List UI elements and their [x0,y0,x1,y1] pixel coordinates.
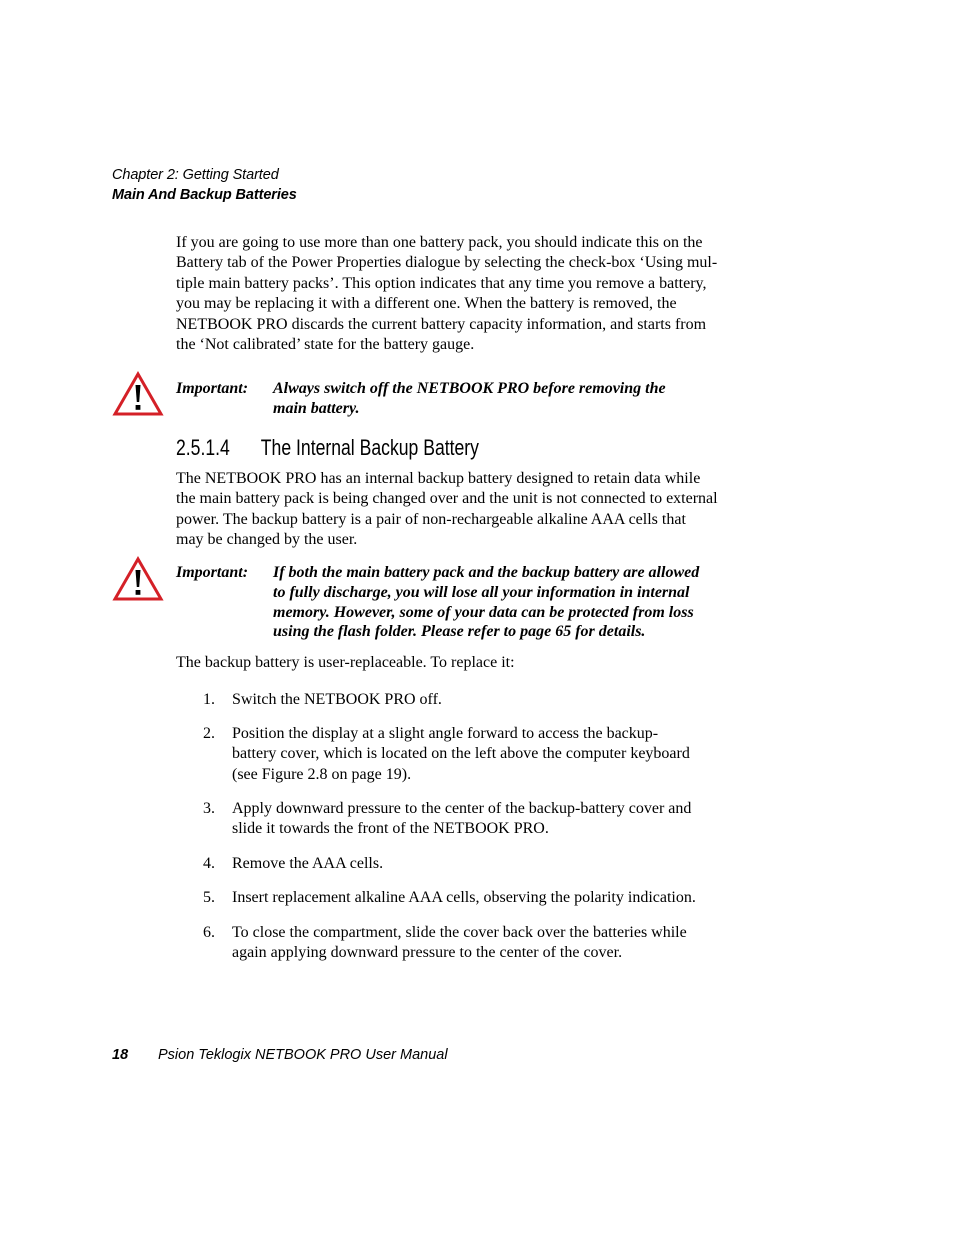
text-line: To close the compartment, slide the cover back over the batteries while [232,924,687,941]
text-line: may be changed by the user. [176,531,358,549]
page-footer [112,1047,448,1063]
text-line: NETBOOK PRO discards the current battery capacity information, and starts from [176,315,707,333]
step-number: 1. [203,691,215,708]
section-title: The Internal Backup Battery [260,435,479,460]
step-text [232,888,742,908]
section-number: 2.5.1.4 [176,435,230,460]
step-text [232,724,742,785]
important-text [273,379,753,419]
text-line: Remove the AAA cells. [232,855,384,872]
text-line: tiple main battery packs’. This option indicates that any time you remove a battery, [176,274,707,292]
intro-paragraph [176,233,741,355]
step-number: 2. [203,725,215,742]
backup-paragraph [176,469,741,551]
step-number: 6. [203,924,215,941]
page-number: 18 [112,1047,129,1063]
text-line: to fully discharge, you will lose all your information in internal [273,583,690,601]
text-line: battery cover, which is located on the left above the computer keyboard [232,745,690,763]
section-heading [176,435,479,461]
section-header: Main And Backup Batteries [112,187,297,203]
text-line: Switch the NETBOOK PRO off. [232,691,442,708]
text-line: power. The backup battery is a pair of non-rechargeable alkaline AAA cells that [176,510,686,528]
important-label: Important: [176,380,249,397]
text-line: again applying downward pressure to the center of the cover. [232,944,623,962]
important-label: Important: [176,564,249,581]
text-line: using the flash folder. Please refer to page 65 for details. [273,623,646,641]
text-line: Position the display at a slight angle forward to access the backup- [232,725,659,742]
text-line: main battery. [273,399,360,417]
text-line: Insert replacement alkaline AAA cells, observing the polarity indication. [232,889,696,906]
step-text [232,923,742,964]
warning-icon [112,556,164,602]
text-line: Apply downward pressure to the center of the backup-battery cover and [232,800,692,817]
text-line: the ‘Not calibrated’ state for the battery gauge. [176,336,475,354]
text-line: memory. However, some of your data can be protected from loss [273,603,694,621]
text-line: slide it towards the front of the NETBOOK PRO. [232,820,549,838]
manual-title: Psion Teklogix NETBOOK PRO User Manual [158,1047,448,1063]
chapter-header: Chapter 2: Getting Started [112,167,279,183]
step-text [232,799,742,840]
warning-icon [112,371,164,417]
step-number: 4. [203,855,215,872]
step-number: 3. [203,800,215,817]
text-line: The backup battery is user-replaceable. To replace it: [176,654,515,671]
text-line: the main battery pack is being changed over and the unit is not connected to external [176,490,718,508]
step-text [232,854,742,874]
text-line: If both the main battery pack and the backup battery are allowed [273,564,700,581]
text-line: The NETBOOK PRO has an internal backup battery designed to retain data while [176,470,701,487]
step-text [232,690,742,710]
replace-intro [176,653,741,673]
step-number: 5. [203,889,215,906]
text-line: Always switch off the NETBOOK PRO before removing the [273,380,666,397]
text-line: If you are going to use more than one battery pack, you should indicate this on the [176,234,703,251]
text-line: you may be replacing it with a different one. When the battery is removed, the [176,295,677,313]
text-line: Battery tab of the Power Properties dialogue by selecting the check-box ‘Using mul- [176,254,718,272]
text-line: (see Figure 2.8 on page 19). [232,765,412,783]
important-text [273,563,753,642]
